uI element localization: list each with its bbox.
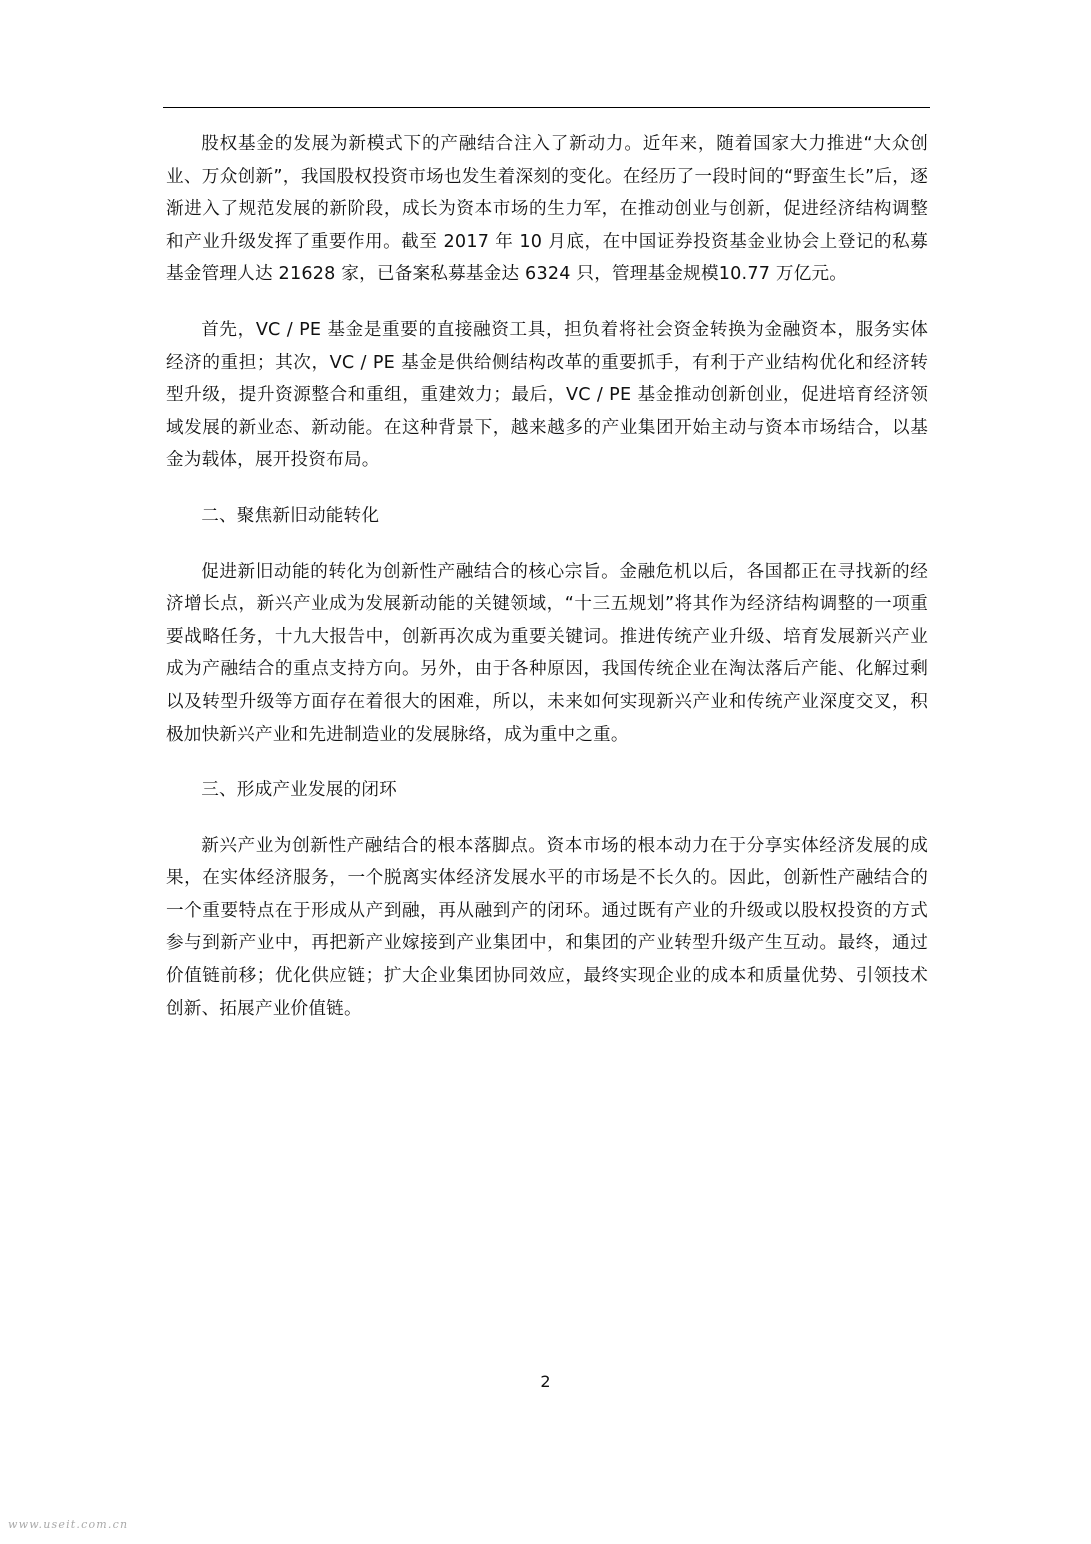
section-heading-closed-loop: 三、形成产业发展的闭环 — [201, 780, 397, 801]
paragraph-closed-loop: 新兴产业为创新性产融结合的根本落脚点。资本市场的根本动力在于分享实体经济发展的成果，在实体经济服务，一个脱离实体经济发展水平的市场是不长久的。因此，创新性产融结合的一个重要特点在于形成从产到融，再从融到产的闭环。通过既有产业的升级或以股权投资的方式参与到新产业中，再把新产业嫁接到产业集团中，和集团的产业转型升级产生互动。最终，通过价值链前移；优化供应链；扩大企业集团协同效应，最终实现企业的成本和质量优势、引领技术创新、拓展产业价值链。 — [166, 835, 928, 1019]
header-rule — [163, 107, 930, 108]
paragraph-vc-pe-funds: 首先，VC / PE 基金是重要的直接融资工具，担负着将社会资金转换为金融资本，服务实体经济的重担；其次，VC / PE 基金是供给侧结构改革的重要抓手，有利于产业结构优化和经济转型升级，提升资源整合和重组，重建效力；最后，VC / PE 基金推动创新创业，促进培育经济领域发展的新业态、新动能。在这种背景下，越来越多的产业集团开始主动与资本市场结合，以基金为载体，展开投资布局。 — [166, 319, 928, 471]
paragraph-equity-fund-development: 股权基金的发展为新模式下的产融结合注入了新动力。近年来，随着国家大力推进“大众创业、万众创新”，我国股权投资市场也发生着深刻的变化。在经历了一段时间的“野蛮生长”后，逐渐进入了规范发展的新阶段，成长为资本市场的生力军，在推动创业与创新，促进经济结构调整和产业升级发挥了重要作用。截至 2017 年 10 月底，在中国证券投资基金业协会上登记的私募基金管理人达 21628 家，已备案私募基金达 6324 只，管理基金规模10.77 万亿元。 — [166, 134, 928, 285]
section-heading-energy-conversion: 二、聚焦新旧动能转化 — [201, 505, 380, 526]
paragraph-energy-conversion: 促进新旧动能的转化为创新性产融结合的核心宗旨。金融危机以后，各国都正在寻找新的经济增长点，新兴产业成为发展新动能的关键领域，“十三五规划”将其作为经济结构调整的一项重要战略任务，十九大报告中，创新再次成为重要关键词。推进传统产业升级、培育发展新兴产业成为产融结合的重点支持方向。另外，由于各种原因，我国传统企业在淘汰落后产能、化解过剩以及转型升级等方面存在着很大的困难，所以，未来如何实现新兴产业和传统产业深度交叉，积极加快新兴产业和先进制造业的发展脉络，成为重中之重。 — [166, 561, 928, 745]
document-body — [166, 128, 928, 1025]
page-number: 2 — [540, 1372, 551, 1391]
watermark: www.useit.com.cn — [8, 1518, 129, 1531]
